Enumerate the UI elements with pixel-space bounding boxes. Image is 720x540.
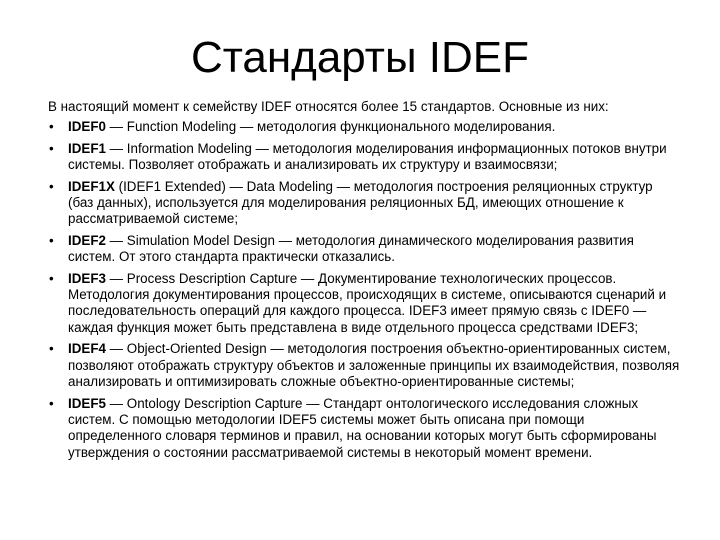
bullet-icon: •	[49, 119, 54, 135]
standards-list	[48, 119, 680, 461]
list-item-idef3	[48, 271, 680, 337]
term-idef1x: IDEF1X	[68, 178, 115, 194]
list-item-idef1x	[48, 179, 680, 228]
bullet-icon: •	[49, 178, 54, 194]
term-idef1: IDEF1	[68, 140, 106, 156]
slide-body	[48, 99, 680, 466]
term-idef2: IDEF2	[68, 232, 106, 248]
description-idef4: — Object-Oriented Design — методология построения объектно-ориентированных систем, позволяют отображать структуру объектов и заложенные принципы их взаимодействия, позволяя анализировать и оптимизировать сложные объектно-ориентированные системы;	[68, 341, 680, 390]
intro-text: В настоящий момент к семейству IDEF относятся более 15 стандартов. Основные из них:	[48, 99, 609, 114]
description-idef0: — Function Modeling — методология функционального моделирования.	[105, 119, 556, 135]
term-idef5: IDEF5	[68, 395, 106, 411]
list-item-idef1	[48, 141, 680, 174]
slide-title: Стандарты IDEF	[190, 33, 530, 82]
bullet-icon: •	[49, 232, 54, 248]
list-item-idef2	[48, 233, 680, 266]
description-idef5: — Ontology Description Capture — Стандарт онтологического исследования сложных систем. С помощью методологии IDEF5 системы может быть описана при помощи определенного словаря терминов и правил, на основании которых могут быть сформированы утверждения о состоянии рассматриваемой системы в некоторый момент времени.	[68, 395, 657, 460]
term-idef0: IDEF0	[68, 119, 106, 135]
list-item-idef5	[48, 396, 680, 462]
term-idef3: IDEF3	[68, 270, 106, 286]
description-idef3: — Process Description Capture — Документирование технологических процессов. Методология документирования процессов, происходящих в системе, описываются сценарий и последовательность операций для каждого процесса. IDEF3 имеет прямую связь с IDEF0 — каждая функция может быть представлена в виде отдельного процесса средствами IDEF3;	[68, 270, 667, 335]
list-item-idef0	[48, 119, 680, 135]
term-idef4: IDEF4	[68, 341, 106, 357]
bullet-icon: •	[49, 341, 54, 357]
description-idef1x: (IDEF1 Extended) — Data Modeling — методология построения реляционных структур (баз данных), используется для моделирования реляционных БД, имеющих отношение к рассматриваемой системе;	[68, 178, 653, 227]
bullet-icon: •	[49, 270, 54, 286]
list-item-idef4	[48, 341, 680, 390]
description-idef2: — Simulation Model Design — методология динамического моделирования развития систем. От этого стандарта практически отказались.	[68, 232, 634, 265]
bullet-icon: •	[49, 395, 54, 411]
bullet-icon: •	[49, 140, 54, 156]
description-idef1: — Information Modeling — методология моделирования информационных потоков внутри системы. Позволяет отображать и анализировать их структуру и взаимосвязи;	[68, 140, 667, 173]
